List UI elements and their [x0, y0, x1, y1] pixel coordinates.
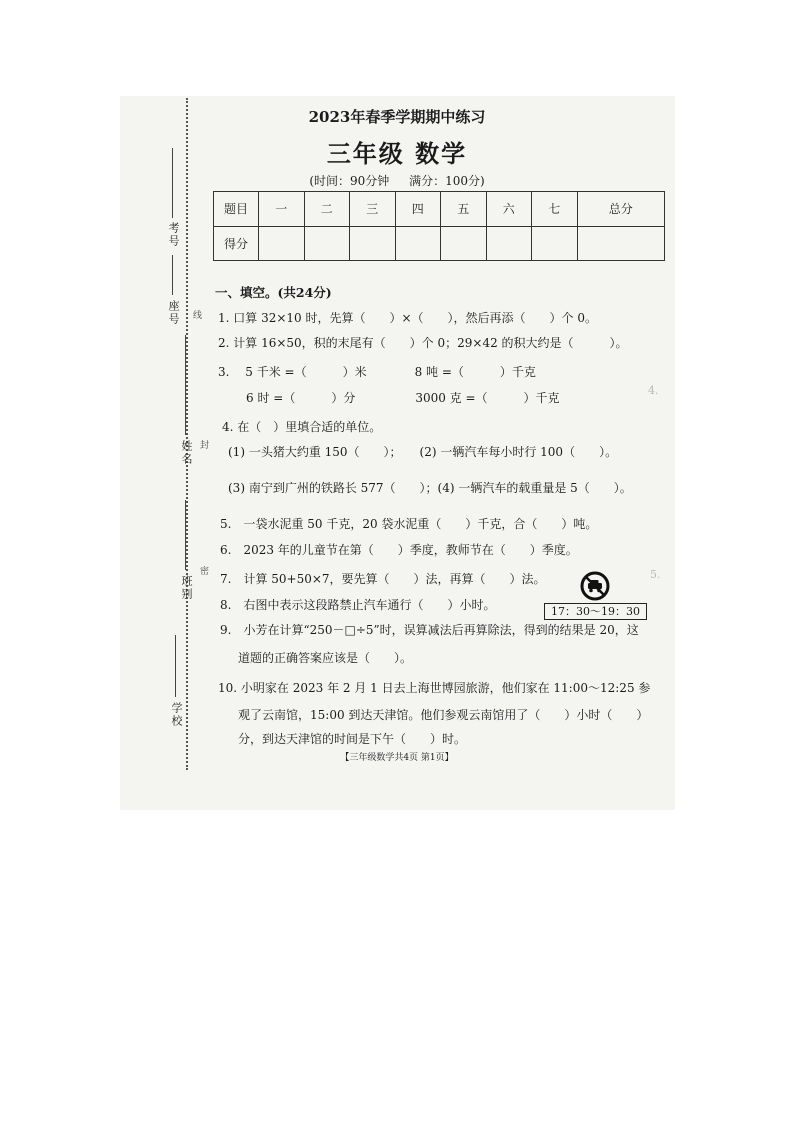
score-cell: 题目 — [214, 192, 259, 227]
score-entry[interactable] — [304, 226, 350, 261]
question-line: 7. 计算 50+50×7，要先算（ ）法，再算（ ）法。 — [220, 572, 546, 586]
score-entry[interactable] — [395, 226, 441, 261]
question-line: 9. 小芳在计算“250－□÷5”时，误算减法后再算除法，得到的结果是 20，这 — [220, 623, 639, 637]
side-label-xingming: 姓名 — [180, 440, 193, 466]
question-line: 2. 计算 16×50，积的末尾有（ ）个 0；29×42 的积大约是（ ）。 — [218, 336, 628, 350]
side-label-xuexiao: 学校 — [170, 702, 183, 728]
question-line: (3) 南宁到广州的铁路长 577（ ）；(4) 一辆汽车的载重量是 5（ ）。 — [228, 481, 632, 495]
score-cell: 二 — [304, 192, 350, 227]
score-table-header-row — [214, 192, 665, 227]
exam-subject: 三年级 数学 — [326, 139, 468, 168]
side-label-zuohao: 座号 — [167, 300, 180, 326]
score-cell: 总分 — [577, 192, 665, 227]
side-underline-banji — [185, 500, 186, 570]
question-line: 分，到达天津馆的时间是下午（ ）时。 — [238, 732, 467, 746]
score-entry[interactable] — [577, 226, 665, 261]
side-mark-mi: 密 — [198, 566, 208, 575]
score-entry[interactable] — [532, 226, 578, 261]
bleed-through-mark: 4. — [648, 384, 659, 397]
score-cell: 六 — [486, 192, 532, 227]
side-mark-feng: 封 — [198, 440, 208, 449]
side-label-kaohao: 考号 — [167, 222, 180, 248]
score-table — [213, 191, 665, 261]
score-entry[interactable] — [486, 226, 532, 261]
score-cell: 一 — [259, 192, 305, 227]
question-line: 4. 在（ ）里填合适的单位。 — [222, 420, 382, 434]
question-line: 1. 口算 32×10 时，先算（ ）×（ ），然后再添（ ）个 0。 — [218, 311, 597, 325]
side-label-banji: 班别 — [180, 575, 193, 601]
exam-title: 2023年春季学期期中练习 — [308, 108, 486, 126]
side-underline-xingming — [185, 335, 186, 435]
side-mark-xian: 线 — [191, 310, 201, 319]
question-line: 5. 一袋水泥重 50 千克，20 袋水泥重（ ）千克，合（ ）吨。 — [220, 517, 598, 531]
question-line: 道题的正确答案应该是（ ）。 — [238, 651, 413, 665]
question-line: 3. 5 千米 =（ ）米 8 吨 =（ ）千克 — [218, 365, 536, 379]
score-entry[interactable] — [259, 226, 305, 261]
side-underline-xuexiao — [175, 635, 176, 697]
score-entry[interactable] — [350, 226, 396, 261]
question-line: 6. 2023 年的儿童节在第（ ）季度，教师节在（ ）季度。 — [220, 543, 578, 557]
question-line: 观了云南馆，15:00 到达天津馆。他们参观云南馆用了（ ）小时（ ） — [238, 708, 649, 722]
side-underline-zuohao — [172, 255, 173, 295]
page-footer: 【三年级数学共4页 第1页】 — [340, 753, 454, 763]
score-cell: 得分 — [214, 226, 259, 261]
score-cell: 三 — [350, 192, 396, 227]
score-table-score-row — [214, 226, 665, 261]
no-car-sign-icon — [580, 571, 610, 601]
score-entry[interactable] — [441, 226, 487, 261]
question-line: (1) 一头猪大约重 150（ ）； (2) 一辆汽车每小时行 100（ ）。 — [228, 445, 618, 459]
question-line: 8. 右图中表示这段路禁止汽车通行（ ）小时。 — [220, 598, 496, 612]
score-cell: 五 — [441, 192, 487, 227]
section-heading: 一、填空。(共24分) — [215, 285, 332, 300]
score-cell: 七 — [532, 192, 578, 227]
question-line: 6 时 =（ ）分 3000 克 =（ ）千克 — [246, 391, 560, 405]
no-car-time-box: 17：30～19：30 — [544, 603, 647, 620]
bleed-through-mark: 5. — [650, 568, 661, 581]
exam-info: (时间：90分钟 满分：100分) — [309, 174, 485, 188]
score-cell: 四 — [395, 192, 441, 227]
question-line: 10. 小明家在 2023 年 2 月 1 日去上海世博园旅游，他们家在 11:00～12:25 参 — [218, 681, 651, 695]
binding-line — [186, 98, 188, 770]
